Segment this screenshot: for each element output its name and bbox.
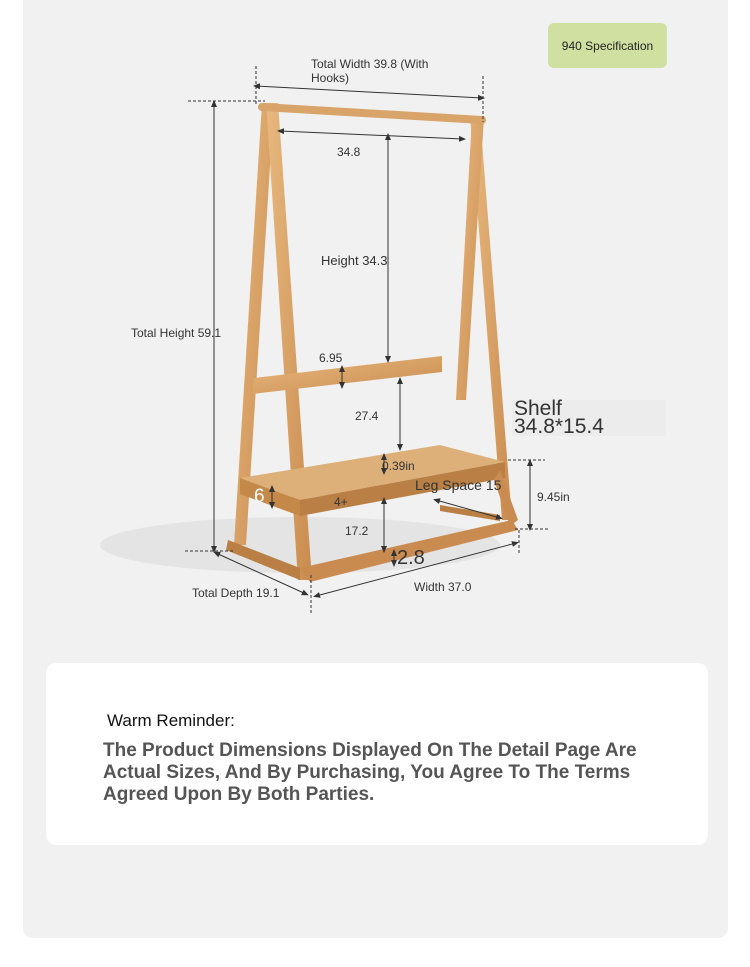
total-width-label-1: Total Width 39.8 (With xyxy=(311,57,429,71)
foot-gap-label: 2.8 xyxy=(397,547,425,569)
total-height-label: Total Height 59.1 xyxy=(131,326,222,340)
right-front-leg xyxy=(456,117,484,400)
height-label: Height 34.3 xyxy=(321,253,388,268)
hanging-rod xyxy=(262,107,482,120)
reminder-card xyxy=(46,663,708,845)
total-width-line xyxy=(256,86,482,98)
shelf-height-label: 9.45in xyxy=(537,490,570,504)
total-width-label-2: Hooks) xyxy=(311,71,350,85)
four-plus-label: 4+ xyxy=(334,495,348,509)
leg-space-label: Leg Space 15 xyxy=(415,477,502,493)
mid-gap-label: 27.4 xyxy=(355,409,379,423)
shelf-thickness-label: 0.39in xyxy=(382,459,415,473)
bar-gap-label: 6.95 xyxy=(319,351,343,365)
shelf-label: Shelf xyxy=(514,397,562,420)
reminder-title: Warm Reminder: xyxy=(107,711,235,730)
rod-width-label: 34.8 xyxy=(337,145,361,159)
spec-badge: 940 Specification xyxy=(548,23,667,68)
total-depth-label: Total Depth 19.1 xyxy=(192,586,280,600)
rod-width-line xyxy=(280,131,463,139)
reminder-body: The Product Dimensions Displayed On The Detail Page Are Actual Sizes, And By Purchasing, You Agree To The Terms Agreed Upon By Both Parties. xyxy=(103,740,637,805)
inner-base-bar xyxy=(440,505,500,521)
under-shelf-label: 17.2 xyxy=(345,524,369,538)
width-label: Width 37.0 xyxy=(414,580,472,594)
side-six-label: 6 xyxy=(254,486,265,507)
shelf-size-label: 34.8*15.4 xyxy=(514,415,604,438)
middle-bar xyxy=(252,356,442,394)
clothes-rack xyxy=(226,103,518,582)
